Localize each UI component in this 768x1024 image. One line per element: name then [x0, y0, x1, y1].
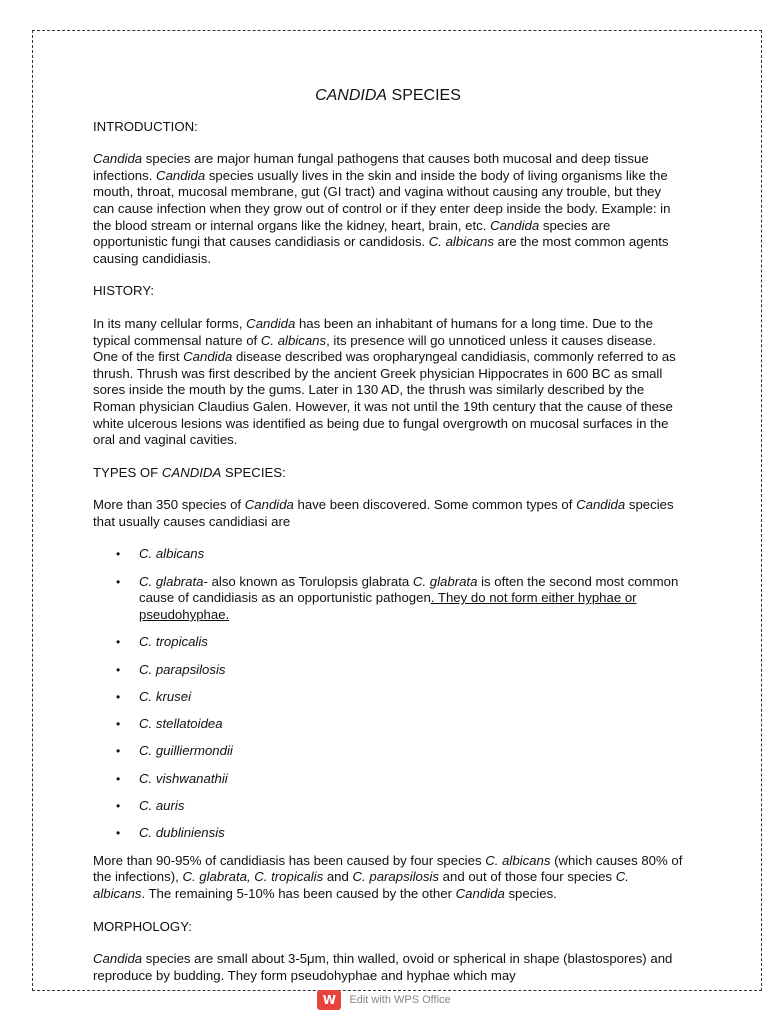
edit-with-wps-link[interactable]: Edit with WPS Office [349, 994, 451, 1006]
list-item: • C. tropicalis [93, 634, 683, 651]
species-list [93, 546, 683, 841]
list-item: • C. auris [93, 798, 683, 815]
wps-footer[interactable] [0, 988, 768, 1012]
list-item: • C. albicans [93, 546, 683, 563]
history-heading: HISTORY: [93, 283, 155, 299]
list-item: • C. dubliniensis [93, 825, 683, 842]
morphology-paragraph: Candida species are small about 3-5μm, thin walled, ovoid or spherical in shape (blastospores) and reproduce by budding. They form pseudohyphae and hyphae which may [93, 951, 673, 983]
types-heading: TYPES OF CANDIDA SPECIES: [93, 464, 286, 480]
list-item: • C. glabrata- also known as Torulopsis glabrata C. glabrata is often the second most common cause of candidiasis as an opportunistic pathogen. They do not form either hyphae or pseudohyphae. [93, 574, 683, 624]
list-item: • C. stellatoidea [93, 716, 683, 733]
morphology-heading: MORPHOLOGY: [93, 918, 192, 934]
list-item: • C. krusei [93, 689, 683, 706]
statistics-paragraph: More than 90-95% of candidiasis has been caused by four species C. albicans (which causes 80% of the infections), C. glabrata, C. tropicalis and C. parapsilosis and out of those four species C. albicans. The remaining 5-10% has been caused by the other Candida species. [93, 852, 683, 901]
wps-logo-icon[interactable]: W [317, 990, 341, 1010]
list-item: • C. guilliermondii [93, 743, 683, 760]
document-title: CANDIDA SPECIES [315, 87, 461, 104]
introduction-heading: INTRODUCTION: [93, 118, 198, 134]
list-item: • C. vishwanathii [93, 771, 683, 788]
document-body [93, 88, 683, 1000]
list-item: • C. parapsilosis [93, 662, 683, 679]
history-paragraph: In its many cellular forms, Candida has been an inhabitant of humans for a long time. Due to the typical commensal nature of C. albicans, its presence will go unnoticed unless it causes disease. One of the first Candida disease described was oropharyngeal candidiasis, commonly referred to as thrush. Thrush was first described by the ancient Greek physician Hippocrates in 600 BC as small sores inside the mouth by the gums. Later in 130 AD, the thrush was similarly described by the Roman physician Claudius Galen. However, it was not until the 19th century that the cause of these white ulcerous lesions was identified as being due to fungal overgrowth on mucosal surfaces in the oral and vaginal cavities. [93, 315, 676, 448]
introduction-paragraph: Candida species are major human fungal pathogens that causes both mucosal and deep tissue infections. Candida species usually lives in the skin and inside the body of living organisms like the mouth, throat, mucosal membrane, gut (GI tract) and vagina without causing any trouble, but they can cause infection when they grow out of control or if they enter deep inside the body. Example: in the blood stream or internal organs like the kidney, heart, brain, etc. Candida species are opportunistic fungi that causes candidiasis or candidosis. C. albicans are the most common agents causing candidiasis. [93, 151, 671, 266]
types-intro-paragraph: More than 350 species of Candida have been discovered. Some common types of Candida species that usually causes candidiasi are [93, 497, 674, 529]
